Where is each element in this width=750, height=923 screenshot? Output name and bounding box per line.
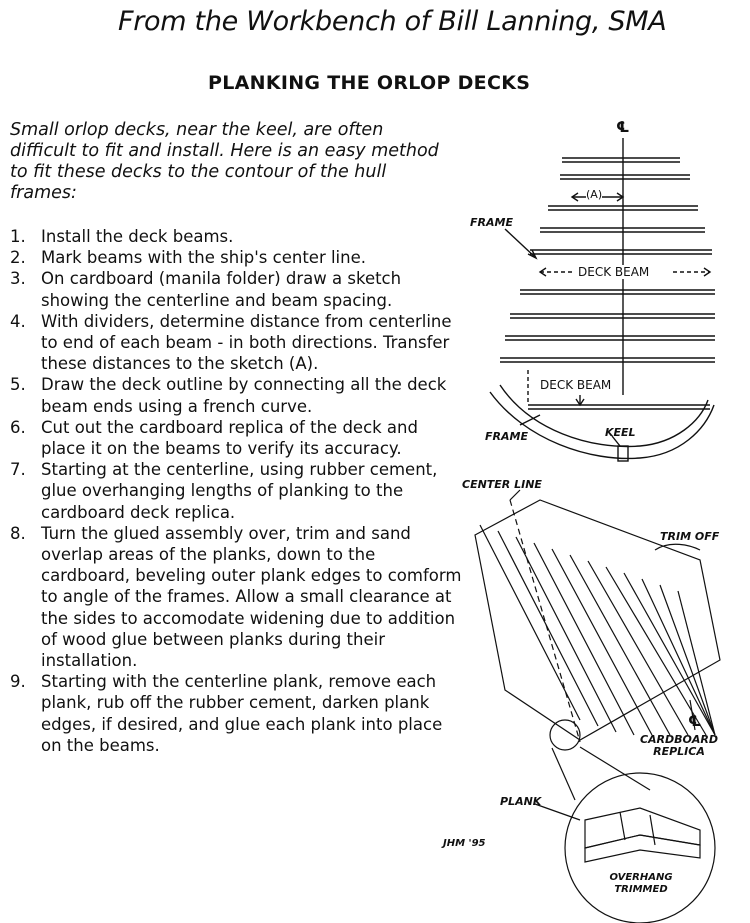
step-text: Turn the glued assembly over, trim and sand overlap areas of the planks, down to the cardboard, beveling outer plank edges to comform to angle of the frames. Allow a small clearance at the sides to accomodate widening due to addition of wood glue between planks during their installation.	[41, 523, 462, 671]
step-number: 5.	[10, 375, 26, 395]
frame-label-upper: FRAME	[470, 216, 513, 229]
plank-line	[552, 549, 652, 735]
center-line-label: CENTER LINE	[462, 478, 542, 491]
deck-beam-label-lower: DECK BEAM	[540, 378, 612, 392]
step-text: Install the deck beams.	[41, 227, 234, 246]
a-marker-label: (A)	[586, 188, 603, 201]
plank-line	[534, 543, 634, 735]
step-number: 8.	[10, 523, 26, 543]
plank-line	[480, 525, 580, 720]
step-number: 2.	[10, 248, 26, 268]
plank-line	[624, 573, 715, 735]
artist-initials: JHM '95	[443, 838, 486, 849]
plank-label: PLANK	[500, 795, 542, 808]
step-number: 6.	[10, 417, 26, 437]
plank-lines	[480, 525, 715, 735]
step-number: 4.	[10, 311, 26, 331]
page-title: PLANKING THE ORLOP DECKS	[208, 72, 531, 94]
plank-line	[516, 537, 616, 732]
frame-label-lower: FRAME	[485, 430, 528, 443]
deck-beams	[500, 158, 715, 362]
header-title: From the Workbench of Bill Lanning, SMA	[118, 6, 667, 37]
deck-beam-label-upper: DECK BEAM	[578, 265, 650, 279]
step-text: On cardboard (manila folder) draw a sketch showing the centerline and beam spacing.	[41, 269, 402, 310]
step-text: Starting with the centerline plank, remove each plank, rub off the rubber cement, darken plank edges, if desired, and glue each plank into place on the beams.	[41, 672, 443, 755]
step-number: 1.	[10, 227, 26, 246]
intro-paragraph: Small orlop decks, near the keel, are often difficult to fit and install. Here is an easy method to fit these decks to the contour of the hull frames:	[10, 120, 439, 203]
planking-diagram	[475, 490, 720, 923]
overhang-trimmed-label: OVERHANG TRIMMED	[609, 872, 673, 895]
plank-line	[642, 579, 715, 735]
step-text: Draw the deck outline by connecting all the deck beam ends using a french curve.	[41, 375, 447, 416]
centerline-symbol-lower: ℄	[688, 712, 702, 730]
trim-off-label: TRIM OFF	[660, 530, 720, 543]
step-number: 3.	[10, 269, 26, 289]
step-number: 9.	[10, 672, 26, 692]
step-text: Mark beams with the ship's center line.	[41, 248, 366, 268]
centerline-symbol: ℄	[616, 118, 630, 136]
keel-label: KEEL	[605, 426, 636, 439]
step-number: 7.	[10, 460, 26, 480]
step-text: Starting at the centerline, using rubber cement, glue overhanging lengths of planking to the cardboard deck replica.	[41, 460, 438, 522]
plank-line	[498, 531, 598, 726]
step-text: With dividers, determine distance from centerline to end of each beam - in both directions. Transfer these distances to the sketch (A).	[41, 311, 452, 374]
cardboard-replica-label: CARDBOARD REPLICA	[639, 733, 719, 758]
step-text: Cut out the cardboard replica of the deck and place it on the beams to verify its accuracy.	[41, 417, 418, 459]
